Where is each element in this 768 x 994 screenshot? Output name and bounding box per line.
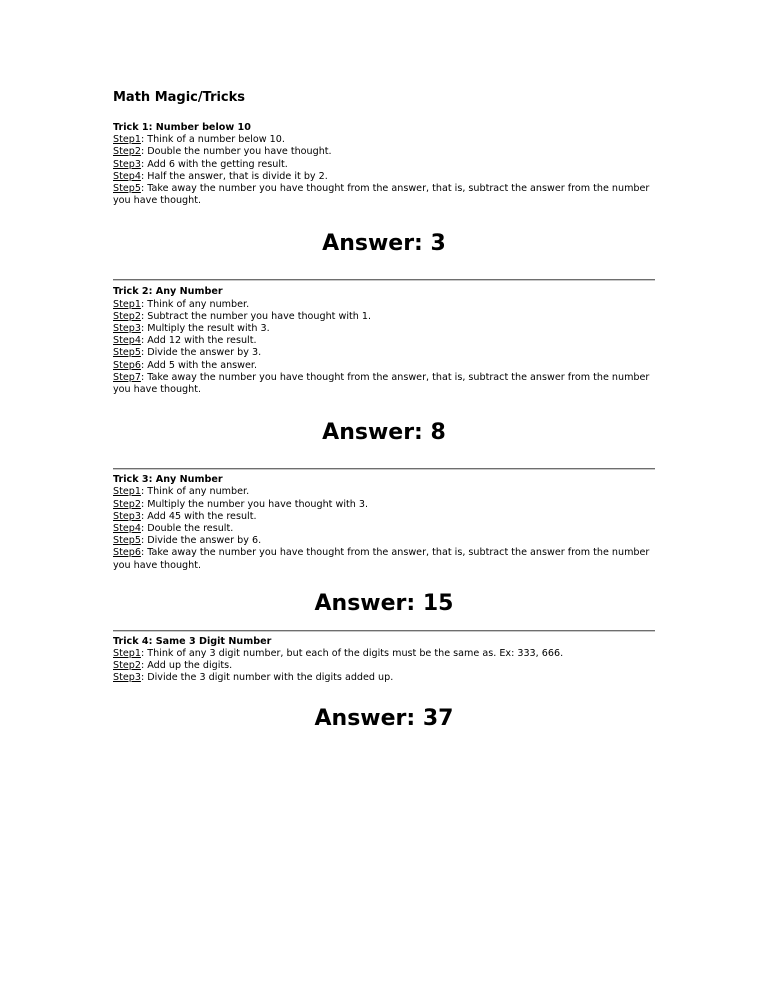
trick-4 [113, 636, 655, 685]
section-divider [113, 468, 655, 470]
step-text: : Add up the digits. [140, 660, 233, 672]
step-line [113, 134, 655, 146]
trick-title: Trick 2: Any Number [113, 286, 223, 298]
trick-2 [113, 286, 655, 396]
answer-heading: Answer: 3 [322, 231, 446, 257]
step-link[interactable]: Step2 [113, 660, 141, 672]
step-link[interactable]: Step4 [113, 170, 141, 182]
answer-heading: Answer: 8 [322, 420, 446, 446]
step-link[interactable]: Step5 [113, 347, 141, 359]
step-line [113, 523, 655, 535]
step-line [113, 499, 655, 511]
step-line [113, 146, 655, 158]
step-line [113, 672, 655, 684]
step-text: : Multiply the number you have thought with 3. [140, 498, 369, 510]
step-line [113, 660, 655, 672]
step-text: : Half the answer, that is divide it by 2. [140, 170, 328, 182]
trick-title: Trick 1: Number below 10 [113, 122, 251, 133]
step-text: : Think of any 3 digit number, but each of the digits must be the same as. Ex: 333, 666. [140, 648, 564, 660]
step-line [113, 372, 655, 396]
step-text: : Take away the number you have thought from the answer, that is, subtract the answer from the number you have thought. [113, 183, 650, 207]
step-line [113, 648, 655, 660]
step-link[interactable]: Step1 [113, 648, 141, 660]
step-line [113, 547, 655, 571]
step-text: : Divide the 3 digit number with the digits added up. [140, 672, 394, 684]
answer-heading: Answer: 15 [314, 590, 454, 616]
step-text: : Add 5 with the answer. [140, 359, 258, 371]
step-link[interactable]: Step3 [113, 672, 141, 684]
trick-1 [113, 122, 655, 207]
step-text: : Add 45 with the result. [140, 510, 257, 522]
step-line [113, 347, 655, 359]
step-link[interactable]: Step2 [113, 498, 141, 510]
step-line [113, 183, 655, 207]
step-link[interactable]: Step2 [113, 146, 141, 158]
step-line [113, 159, 655, 171]
step-link[interactable]: Step1 [113, 134, 141, 146]
step-text: : Multiply the result with 3. [140, 323, 270, 335]
step-text: : Double the number you have thought. [140, 146, 332, 158]
section-divider [113, 279, 655, 281]
page-title: Math Magic/Tricks [113, 90, 246, 105]
step-link[interactable]: Step6 [113, 359, 141, 371]
step-line [113, 360, 655, 372]
step-line [113, 486, 655, 498]
step-link[interactable]: Step4 [113, 523, 141, 535]
step-link[interactable]: Step7 [113, 371, 141, 383]
step-text: : Double the result. [140, 523, 234, 535]
step-link[interactable]: Step4 [113, 335, 141, 347]
step-link[interactable]: Step3 [113, 323, 141, 335]
answer-heading: Answer: 37 [314, 705, 454, 731]
step-line [113, 171, 655, 183]
step-link[interactable]: Step6 [113, 547, 141, 559]
step-line [113, 335, 655, 347]
step-text: : Subtract the number you have thought with 1. [140, 310, 372, 322]
step-link[interactable]: Step2 [113, 310, 141, 322]
document-page [113, 90, 655, 732]
trick-3 [113, 474, 655, 572]
step-text: : Think of any number. [140, 486, 250, 498]
step-line [113, 323, 655, 335]
step-line [113, 311, 655, 323]
step-text: : Add 6 with the getting result. [140, 158, 288, 170]
step-text: : Divide the answer by 6. [140, 535, 262, 547]
trick-title: Trick 4: Same 3 Digit Number [113, 635, 272, 647]
step-link[interactable]: Step5 [113, 183, 141, 195]
step-line [113, 535, 655, 547]
step-line [113, 511, 655, 523]
trick-title: Trick 3: Any Number [113, 474, 223, 486]
step-link[interactable]: Step1 [113, 298, 141, 310]
step-text: : Think of any number. [140, 298, 250, 310]
step-link[interactable]: Step5 [113, 535, 141, 547]
section-divider [113, 630, 655, 632]
step-link[interactable]: Step3 [113, 158, 141, 170]
step-text: : Take away the number you have thought from the answer, that is, subtract the answer from the number you have thought. [113, 371, 650, 396]
step-link[interactable]: Step1 [113, 486, 141, 498]
step-link[interactable]: Step3 [113, 510, 141, 522]
step-text: : Divide the answer by 3. [140, 347, 262, 359]
step-text: : Think of a number below 10. [140, 134, 285, 146]
step-text: : Add 12 with the result. [140, 335, 257, 347]
step-text: : Take away the number you have thought from the answer, that is, subtract the answer from the number you have thought. [113, 547, 650, 571]
step-line [113, 299, 655, 311]
